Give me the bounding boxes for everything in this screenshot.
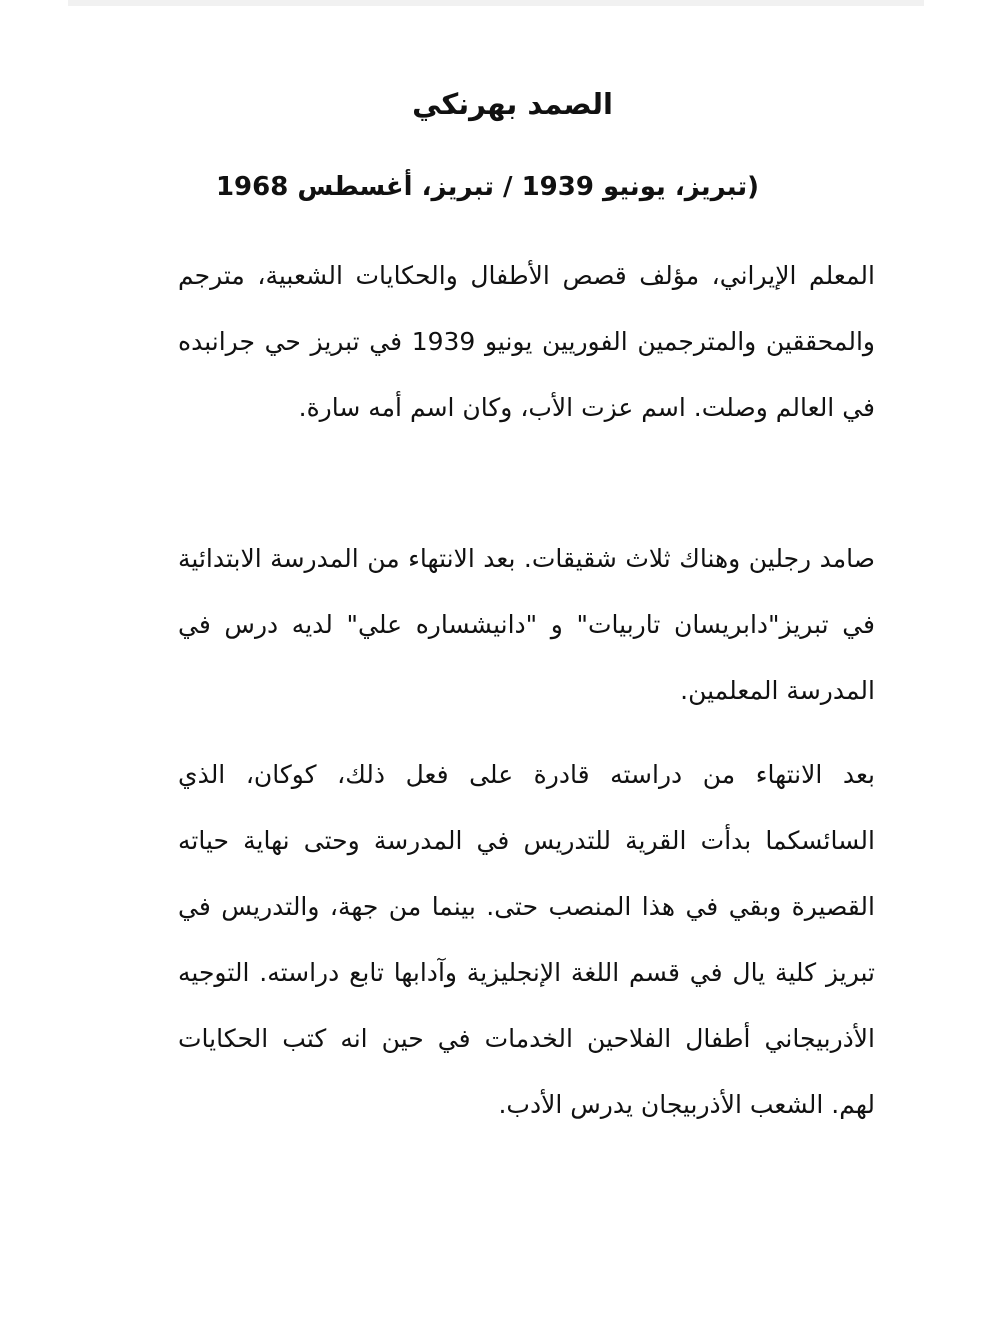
paragraph-2: صامد رجلين وهناك ثلاث شقيقات. بعد الانتهاء من المدرسة الابتدائية في تبريز"دابريسان تاربيات" و "دانيشساره علي" لديه درس في المدرسة المعلمين. <box>178 544 875 705</box>
page-title: الصمد بهرنكي <box>412 87 613 121</box>
paragraph-3: بعد الانتهاء من دراسته قادرة على فعل ذلك، كوكان، الذي السائسكما بدأت القرية للتدريس في المدرسة وحتى نهاية حياته القصيرة وبقي في هذا المنصب حتى. بينما من جهة، والتدريس في تبريز كلية يال في قسم اللغة الإنجليزية وآدابها تابع دراسته. التوجيه الأذربيجاني أطفال الفلاحين الخدمات في حين انه كتب الحكايات لهم. الشعب الأذربيجان يدرس الأدب. <box>178 760 875 1119</box>
book-page <box>150 0 875 1333</box>
page-subtitle: (تبريز، يونيو 1939 / تبريز، أغسطس 1968 <box>215 172 760 202</box>
paragraph-1: المعلم الإيراني، مؤلف قصص الأطفال والحكايات الشعبية، مترجم والمحققين والمترجمين الفوريين يونيو 1939 في تبريز حي جرانبده في العالم وصلت. اسم عزت الأب، وكان اسم أمه سارة. <box>178 261 875 422</box>
